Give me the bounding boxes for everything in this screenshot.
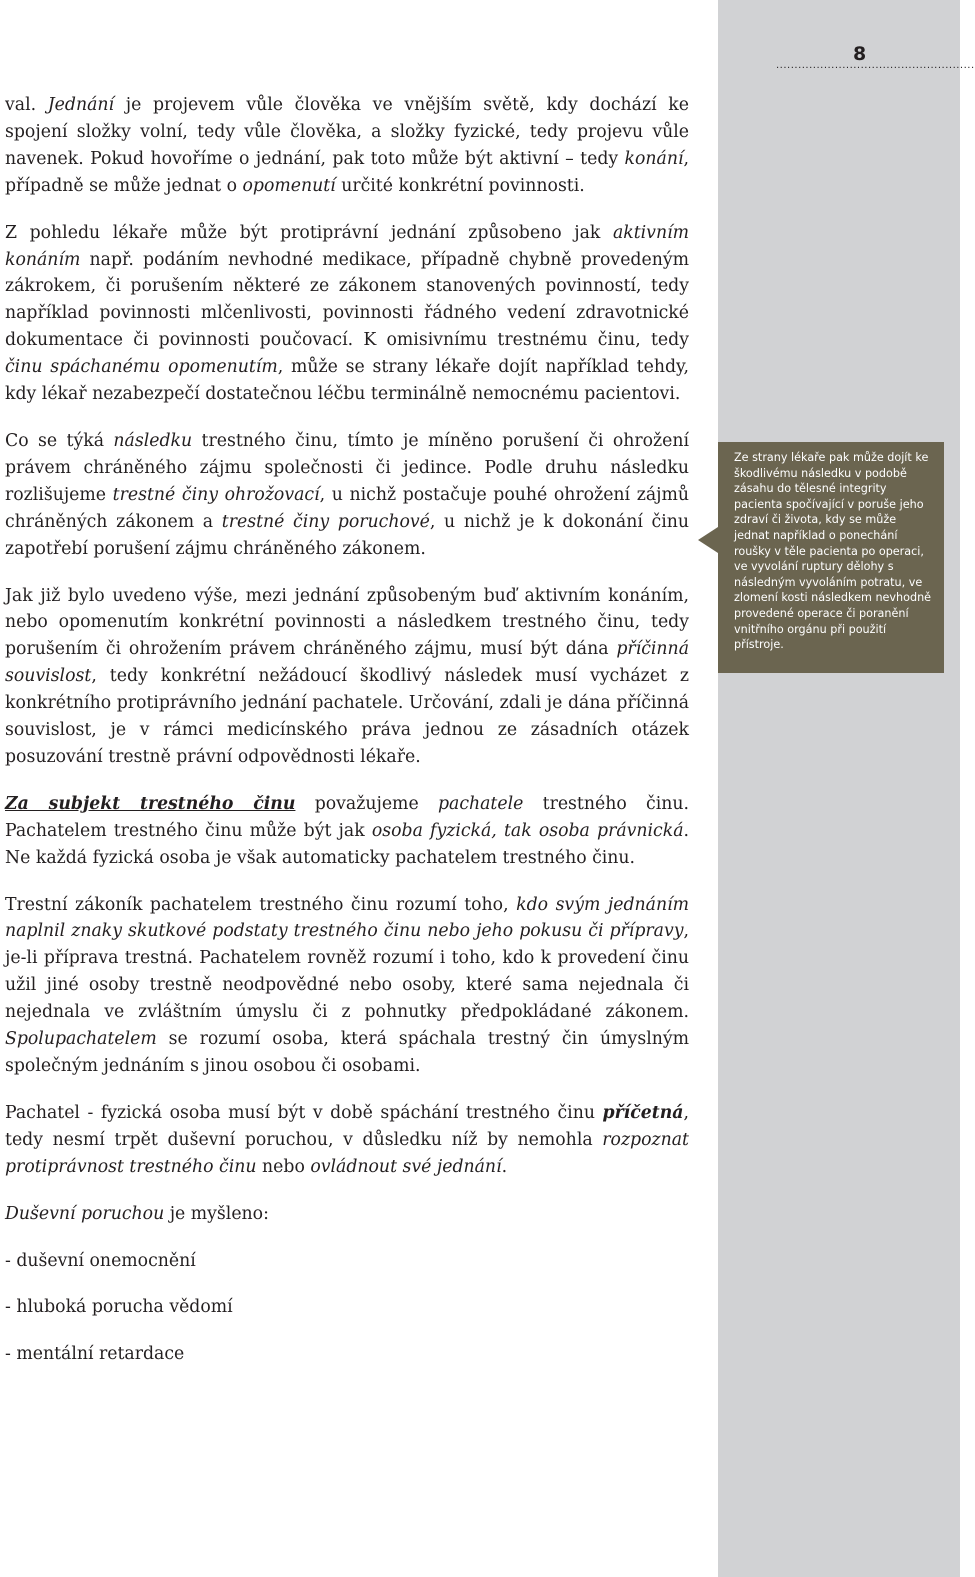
paragraph-pricinna-souvislost: Jak již bylo uvedeno výše, mezi jednání způsobeným buď aktivním konáním, nebo opomenutím konkrétní povinnosti a následkem trestného činu, tedy porušením či ohrožením právem chráněného zájmu, musí být dána příčinná souvislost, tedy konkrétní nežádoucí škodlivý následek musí vycházet z konkrétního protiprávního jednání pachatele. Určování, zdali je dána příčinná souvislost, je v rámci medicínského práva jednou ze zásadních otázek posuzování trestně právní odpovědnosti lékaře.: [5, 585, 689, 767]
paragraph-trestni-zakonik: Trestní zákoník pachatelem trestného činu rozumí toho, kdo svým jednáním naplnil znaky skutkové podstaty trestného činu nebo jeho pokusu či přípravy, je-li příprava trestná. Pachatelem rovněž rozumí i toho, kdo k provedení činu užil jiné osoby trestně neodpovědné nebo osoby, které sama nejednala či nejednala ve zvláštním úmyslu či z pohnutky předpokládané zákonem. Spolupachatelem se rozumí osoba, která spáchala trestný čin úmyslným společným jednáním s jinou osobou či osobami.: [5, 894, 689, 1076]
paragraph-subjekt: Za subjekt trestného činu považujeme pachatele trestného činu. Pachatelem trestného činu může být jak osoba fyzická, tak osoba právnická. Ne každá fyzická osoba je však automaticky pachatelem trestného činu.: [5, 793, 690, 868]
main-body-text: [5, 92, 689, 1388]
sidebar-background: [718, 0, 975, 1577]
page-number: 8: [853, 43, 867, 65]
list-item: - duševní onemocnění: [5, 1250, 196, 1271]
paragraph-dusevni-porucha: Duševní poruchou je myšleno:: [5, 1203, 269, 1224]
list-item: - hluboká porucha vědomí: [5, 1297, 233, 1318]
sidebar-callout-note: Ze strany lékaře pak může dojít ke škodlivému následku v podobě zásahu do tělesné integrity pacienta spočívající v poruše jeho zdraví či života, kdy se může jednat například o ponechání roušky v těle pacienta po operaci, ve vyvolání ruptury dělohy s následným vyvoláním potratu, ve zlomení kosti následkem nevhodně provedené operace či poranění vnitřního orgánu při použití přístroje.: [718, 442, 944, 673]
paragraph-pohled-lekare: Z pohledu lékaře může být protiprávní jednání způsobeno jak aktivním konáním např. podáním nevhodné medikace, případně chybně provedeným zákrokem, či porušením některé ze zákonem stanovených povinností, tedy například povinnosti mlčenlivosti, povinnosti řádného vedení zdravotnické dokumentace či povinnosti poučovací. K omisivnímu trestnému činu, tedy činu spáchanému opomenutím, může se strany lékaře dojít například tehdy, kdy lékař nezabezpečí dostatečnou léčbu terminálně nemocnému pacientovi.: [5, 222, 689, 405]
paragraph-pricetnost: Pachatel - fyzická osoba musí být v době spáchání trestného činu příčetná, tedy nesmí trpět duševní poruchou, v důsledku níž by nemohla rozpoznat protiprávnost trestného činu nebo ovládnout své jednání.: [5, 1102, 689, 1177]
paragraph-jednani: val. Jednání je projevem vůle člověka ve vnějším světě, kdy dochází ke spojení složky volní, tedy vůle člověka, a složky fyzické, tedy projevu vůle navenek. Pokud hovoříme o jednání, pak toto může být aktivní – tedy konání, případně se může jednat o opomenutí určité konkrétní povinnosti.: [5, 95, 689, 196]
callout-pointer-arrow: [698, 527, 718, 553]
list-item: - mentální retardace: [5, 1344, 185, 1365]
paragraph-nasledek: Co se týká následku trestného činu, tímto je míněno porušení či ohrožení právem chráněného zájmu společnosti či jedince. Podle druhu následku rozlišujeme trestné činy ohrožovací, u nichž postačuje pouhé ohrožení zájmů chráněných zákonem a trestné činy poruchové, u nichž je k dokonání činu zapotřebí porušení zájmu chráněného zákonem.: [5, 430, 690, 559]
page-number-dotted-rule: ......................................................: [776, 60, 975, 71]
